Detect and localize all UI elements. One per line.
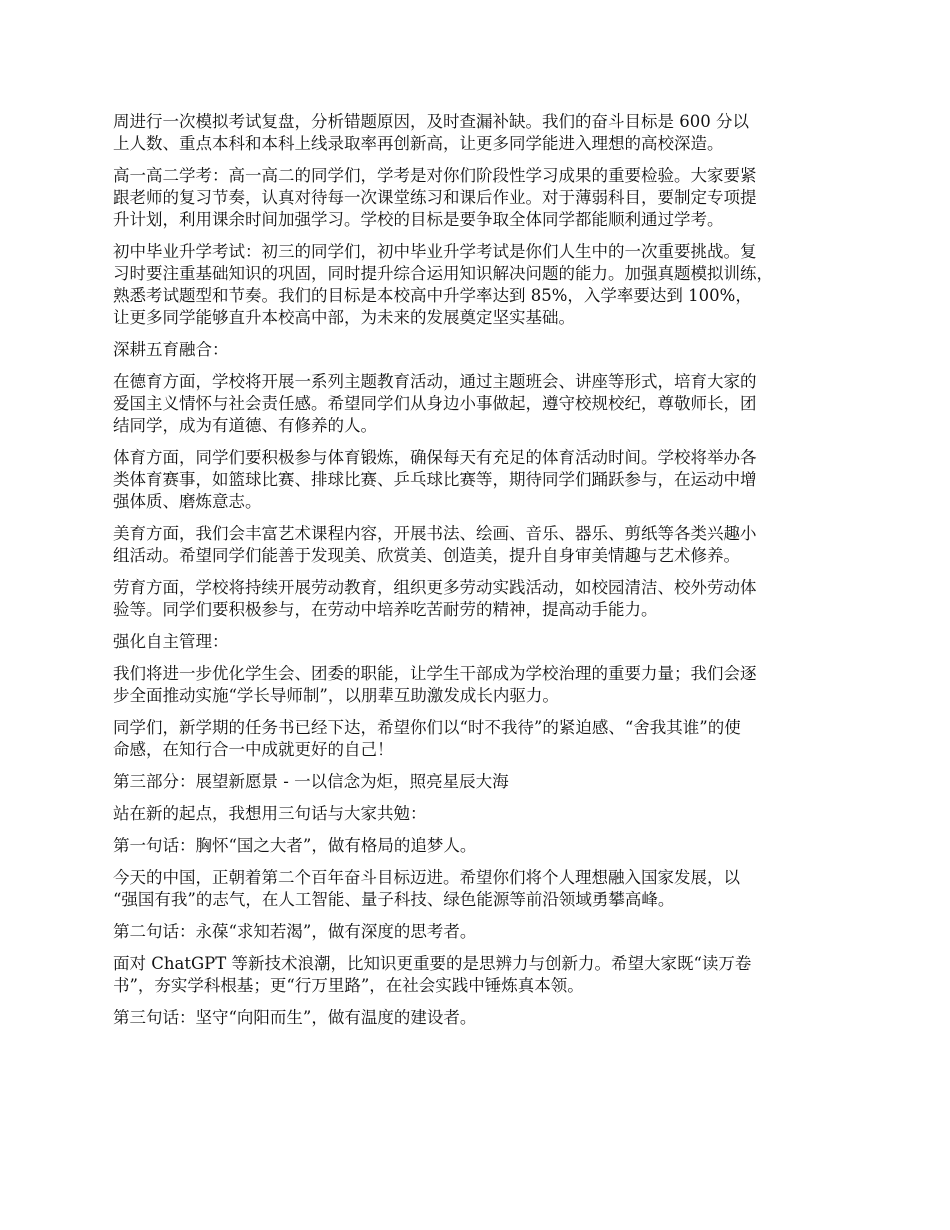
- heading-second-sentence: 第二句话：永葆“求知若渴”，做有深度的思考者。: [113, 922, 477, 941]
- paragraph-moral-education: 在德育方面，学校将开展一系列主题教育活动，通过主题班会、讲座等形式，培育大家的 爱国主义情怀与社会责任感。希望同学们从身边小事做起，遵守校规校纪，尊敬师长，团 结同学，成为有道德、有修养的人。: [113, 372, 757, 435]
- paragraph-aesthetic-education: 美育方面，我们会丰富艺术课程内容，开展书法、绘画、音乐、器乐、剪纸等各类兴趣小 组活动。希望同学们能善于发现美、欣赏美、创造美，提升自身审美情趣与艺术修养。: [113, 524, 757, 565]
- paragraph-grade-10-11-exam: 高一高二学考：高一高二的同学们，学考是对你们阶段性学习成果的重要检验。大家要紧 跟老师的复习节奏，认真对待每一次课堂练习和课后作业。对于薄弱科目，要制定专项提 升计划，利用课余时间加强学习。学校的目标是要争取全体同学都能顺利通过学考。: [113, 166, 757, 229]
- heading-self-management: 强化自主管理：: [113, 632, 229, 651]
- paragraph-physical-education: 体育方面，同学们要积极参与体育锻炼，确保每天有充足的体育活动时间。学校将举办各 类体育赛事，如篮球比赛、排球比赛、乒乓球比赛等，期待同学们踊跃参与，在运动中增 强体质、磨炼意志。: [113, 448, 757, 511]
- paragraph-china-today: 今天的中国，正朝着第二个百年奋斗目标迈进。希望你们将个人理想融入国家发展，以 “强国有我”的志气，在人工智能、量子科技、绿色能源等前沿领域勇攀高峰。: [113, 868, 740, 909]
- paragraph-labor-education: 劳育方面，学校将持续开展劳动教育，组织更多劳动实践活动，如校园清洁、校外劳动体 验等。同学们要积极参与，在劳动中培养吃苦耐劳的精神，提高动手能力。: [113, 578, 757, 619]
- heading-five-education: 深耕五育融合：: [113, 340, 229, 359]
- document-page: [113, 111, 858, 1039]
- paragraph-new-technology: 面对 ChatGPT 等新技术浪潮，比知识更重要的是思辨力与创新力。希望大家既“读万卷 书”，夯实学科根基；更“行万里路”，在社会实践中锤炼真本领。: [113, 954, 752, 995]
- heading-first-sentence: 第一句话：胸怀“国之大者”，做有格局的追梦人。: [113, 836, 477, 855]
- heading-third-sentence: 第三句话：坚守“向阳而生”，做有温度的建设者。: [113, 1008, 477, 1027]
- paragraph-exam-review: 周进行一次模拟考试复盘，分析错题原因，及时查漏补缺。我们的奋斗目标是 600 分以 上人数、重点本科和本科上线录取率再创新高，让更多同学能进入理想的高校深造。: [113, 112, 749, 153]
- paragraph-student-union: 我们将进一步优化学生会、团委的职能，让学生干部成为学校治理的重要力量；我们会逐 步全面推动实施“学长导师制”，以朋辈互助激发成长内驱力。: [113, 664, 757, 705]
- paragraph-new-semester-task: 同学们，新学期的任务书已经下达，希望你们以“时不我待”的紧迫感、“舍我其谁”的使 命感，在知行合一中成就更好的自己！: [113, 718, 741, 759]
- paragraph-new-starting-point: 站在新的起点，我想用三句话与大家共勉：: [113, 804, 427, 823]
- paragraph-junior-high-exam: 初中毕业升学考试：初三的同学们，初中毕业升学考试是你们人生中的一次重要挑战。复 习时要注重基础知识的巩固，同时提升综合运用知识解决问题的能力。加强真题模拟训练， 熟悉考试题型和节奏。我们的目标是本校高中升学率达到 85%，入学率要达到 100%， 让更多同学能够直升本校高中部，为未来的发展奠定坚实基础。: [113, 242, 773, 327]
- heading-part-three: 第三部分：展望新愿景 - 一以信念为炬，照亮星辰大海: [113, 772, 509, 791]
